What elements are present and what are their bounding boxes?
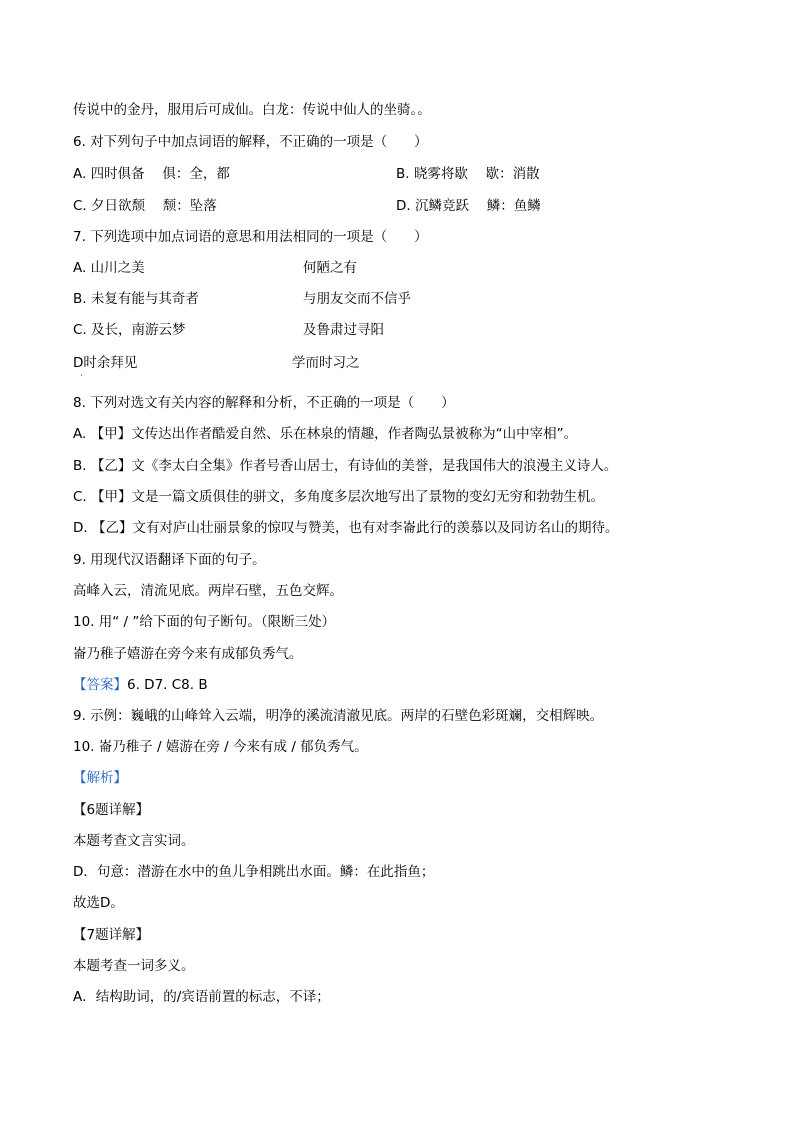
q6-option-a: A. 四时俱备 俱：全，都 bbox=[73, 166, 230, 182]
detail-6-heading: 【6题详解】 bbox=[73, 802, 150, 818]
question-9: 9. 用现代汉语翻译下面的句子。 bbox=[73, 552, 266, 568]
q7-option-b-left: B. 未复有能与其奇者 bbox=[73, 291, 199, 307]
emphasis-dot: · bbox=[80, 371, 83, 381]
q7-option-a-left: A. 山川之美 bbox=[73, 260, 145, 276]
question-10: 10. 用“ / ”给下面的句子断句。（限断三处） bbox=[73, 614, 336, 630]
answer-10: 10. 崙乃稚子 / 嬉游在旁 / 今来有成 / 郁负秀气。 bbox=[73, 739, 368, 755]
answer-text: 6. D7. C8. B bbox=[127, 677, 208, 693]
text-line: 传说中的金丹，服用后可成仙。白龙：传说中仙人的坐骑。。 bbox=[73, 102, 431, 118]
detail-6-topic: 本题考查文言实词。 bbox=[73, 833, 195, 849]
question-8: 8. 下列对选文有关内容的解释和分析，不正确的一项是（ ） bbox=[73, 395, 455, 411]
q7-option-d-right: 学而时习之 bbox=[292, 355, 360, 371]
answer-label: 【答案】 bbox=[73, 677, 127, 693]
question-6: 6. 对下列句子中加点词语的解释，不正确的一项是（ ） bbox=[73, 134, 428, 150]
q7-option-c-left: C. 及长，南游云梦 bbox=[73, 322, 186, 338]
q6-option-d: D. 沉鳞竞跃 鳞：鱼鳞 bbox=[396, 198, 541, 214]
detail-6-explanation: D．句意：潜游在水中的鱼儿争相跳出水面。鳞：在此指鱼； bbox=[73, 864, 435, 880]
q8-option-c: C. 【甲】文是一篇文质俱佳的骈文，多角度多层次地写出了景物的变幻无穷和勃勃生机。 bbox=[73, 489, 605, 505]
q8-option-b: B. 【乙】文《李太白全集》作者号香山居士，有诗仙的美誉，是我国伟大的浪漫主义诗人。 bbox=[73, 458, 618, 474]
answer-line bbox=[73, 676, 208, 694]
q6-option-b: B. 晓雾将歇 歇：消散 bbox=[396, 166, 540, 182]
detail-7-explanation: A．结构助词，的/宾语前置的标志，不译； bbox=[73, 989, 330, 1005]
detail-6-choice: 故选D。 bbox=[73, 895, 124, 911]
detail-7-heading: 【7题详解】 bbox=[73, 927, 150, 943]
q10-sentence: 崙乃稚子嬉游在旁今来有成郁负秀气。 bbox=[73, 646, 303, 662]
q8-option-a: A. 【甲】文传达出作者酷爱自然、乐在林泉的情趣，作者陶弘景被称为“山中宰相”。 bbox=[73, 426, 578, 442]
q9-sentence: 高峰入云，清流见底。两岸石壁，五色交辉。 bbox=[73, 583, 343, 599]
q7-option-a-right: 何陋之有 bbox=[303, 260, 357, 276]
analysis-label: 【解析】 bbox=[73, 770, 127, 786]
q7-option-d-left: D时余拜见 bbox=[73, 355, 138, 371]
q7-option-c-right: 及鲁肃过寻阳 bbox=[303, 322, 384, 338]
q7-option-b-right: 与朋友交而不信乎 bbox=[303, 291, 411, 307]
q8-option-d: D. 【乙】文有对庐山壮丽景象的惊叹与赞美，也有对李崙此行的羡慕以及同访名山的期待。 bbox=[73, 520, 619, 536]
q6-option-c: C. 夕日欲颓 颓：坠落 bbox=[73, 198, 217, 214]
detail-7-topic: 本题考查一词多义。 bbox=[73, 958, 195, 974]
answer-9: 9. 示例：巍峨的山峰耸入云端，明净的溪流清澈见底。两岸的石壁色彩斑斓，交相辉映。 bbox=[73, 708, 604, 724]
question-7: 7. 下列选项中加点词语的意思和用法相同的一项是（ ） bbox=[73, 229, 428, 245]
